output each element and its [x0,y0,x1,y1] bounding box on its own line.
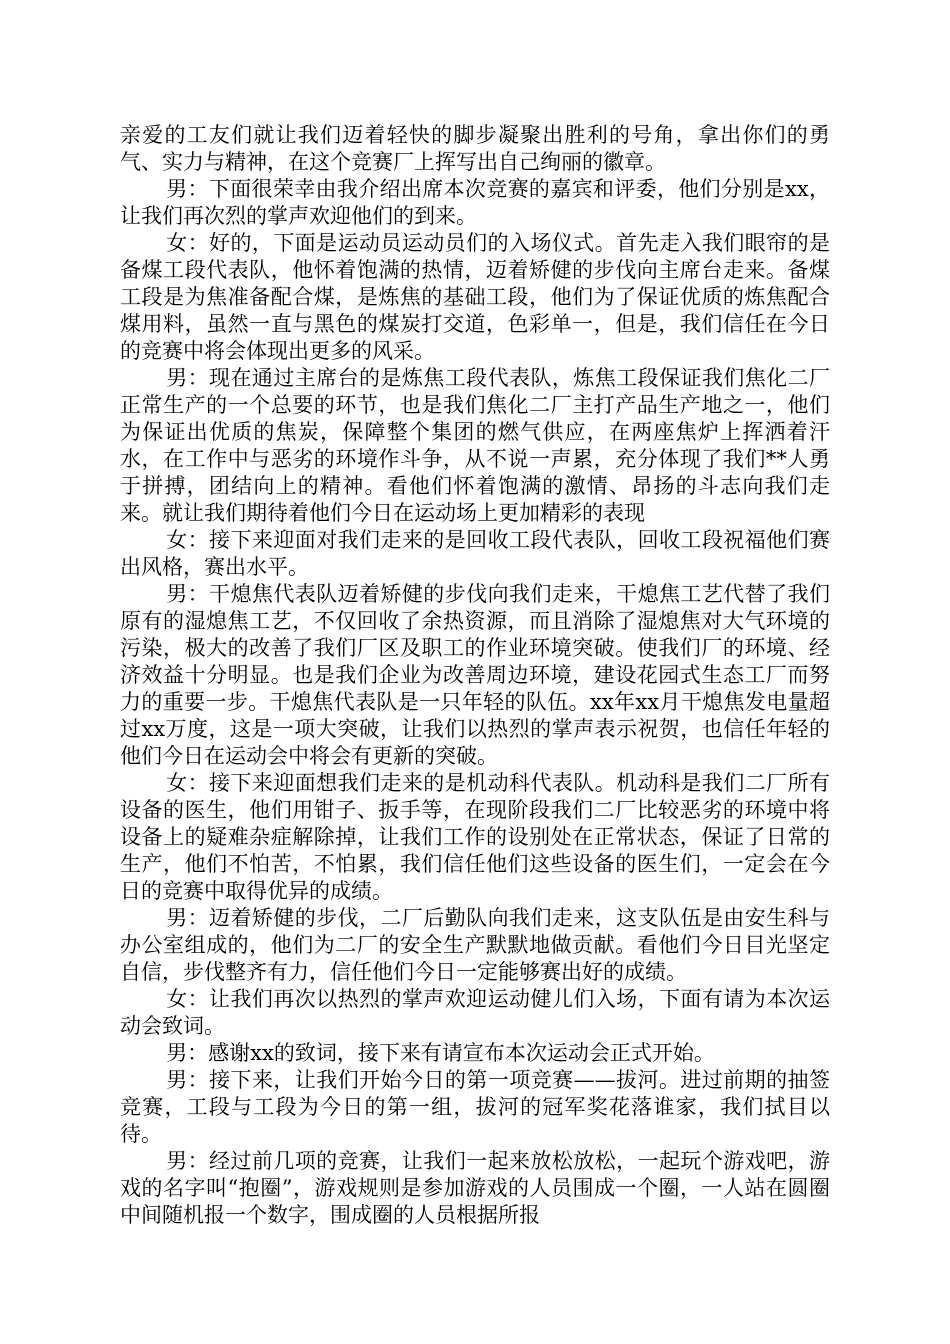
paragraph-11: 男：接下来，让我们开始今日的第一项竞赛——拔河。进过前期的抽签竞赛，工段与工段为今日的第一组，拔河的冠军奖花落谁家，我们拭目以待。 [120,1068,830,1146]
paragraph-12: 男：经过前几项的竞赛，让我们一起来放松放松，一起玩个游戏吧，游戏的名字叫“抱圈”，游戏规则是参加游戏的人员围成一个圈，一人站在圆圈中间随机报一个数字，围成圈的人员根据所报 [120,1149,830,1227]
paragraph-6: 男：干熄焦代表队迈着矫健的步伐向我们走来，干熄焦工艺代替了我们原有的湿熄焦工艺，不仅回收了余热资源，而且消除了湿熄焦对大气环境的污染，极大的改善了我们厂区及职工的作业环境突破。使我们厂的环境、经济效益十分明显。也是我们企业为改善周边环境，建设花园式生态工厂而努力的重要一步。干熄焦代表队是一只年轻的队伍。xx年xx月干熄焦发电量超过xx万度，这是一项大突破，让我们以热烈的掌声表示祝贺，也信任年轻的他们今日在运动会中将会有更新的突破。 [120,582,830,768]
paragraph-3: 女：好的，下面是运动员运动员们的入场仪式。首先走入我们眼帘的是备煤工段代表队，他怀着饱满的热情，迈着矫健的步伐向主席台走来。备煤工段是为焦准备配合煤，是炼焦的基础工段，他们为了保证优质的炼焦配合煤用料，虽然一直与黑色的煤炭打交道，色彩单一，但是，我们信任在今日的竞赛中将会体现出更多的风采。 [120,231,830,363]
paragraph-8: 男：迈着矫健的步伐，二厂后勤队向我们走来，这支队伍是由安生科与办公室组成的，他们为二厂的安全生产默默地做贡献。看他们今日目光坚定自信，步伐整齐有力，信任他们今日一定能够赛出好的成绩。 [120,906,830,984]
paragraph-1: 亲爱的工友们就让我们迈着轻快的脚步凝聚出胜利的号角，拿出你们的勇气、实力与精神，在这个竞赛厂上挥写出自己绚丽的徽章。 [120,123,830,174]
document-body [120,122,830,1229]
paragraph-4: 男：现在通过主席台的是炼焦工段代表队，炼焦工段保证我们焦化二厂正常生产的一个总要的环节，也是我们焦化二厂主打产品生产地之一，他们为保证出优质的焦炭，保障整个集团的燃气供应，在两座焦炉上挥洒着汗水，在工作中与恶劣的环境作斗争，从不说一声累，充分体现了我们**人勇于拼搏，团结向上的精神。看他们怀着饱满的激情、昂扬的斗志向我们走来。就让我们期待着他们今日在运动场上更加精彩的表现 [120,366,830,525]
paragraph-9: 女：让我们再次以热烈的掌声欢迎运动健儿们入场，下面有请为本次运动会致词。 [120,987,830,1038]
paragraph-5: 女：接下来迎面对我们走来的是回收工段代表队，回收工段祝福他们赛出风格，赛出水平。 [120,528,830,579]
paragraph-7: 女：接下来迎面想我们走来的是机动科代表队。机动科是我们二厂所有设备的医生，他们用钳子、扳手等，在现阶段我们二厂比较恶劣的环境中将设备上的疑难杂症解除掉，让我们工作的设别处在正常状态，保证了日常的生产，他们不怕苦，不怕累，我们信任他们这些设备的医生们，一定会在今日的竞赛中取得优异的成绩。 [120,771,830,903]
paragraph-10: 男：感谢xx的致词，接下来有请宣布本次运动会正式开始。 [166,1041,715,1065]
paragraph-2: 男：下面很荣幸由我介绍出席本次竞赛的嘉宾和评委，他们分别是xx，让我们再次烈的掌声欢迎他们的到来。 [120,177,830,228]
